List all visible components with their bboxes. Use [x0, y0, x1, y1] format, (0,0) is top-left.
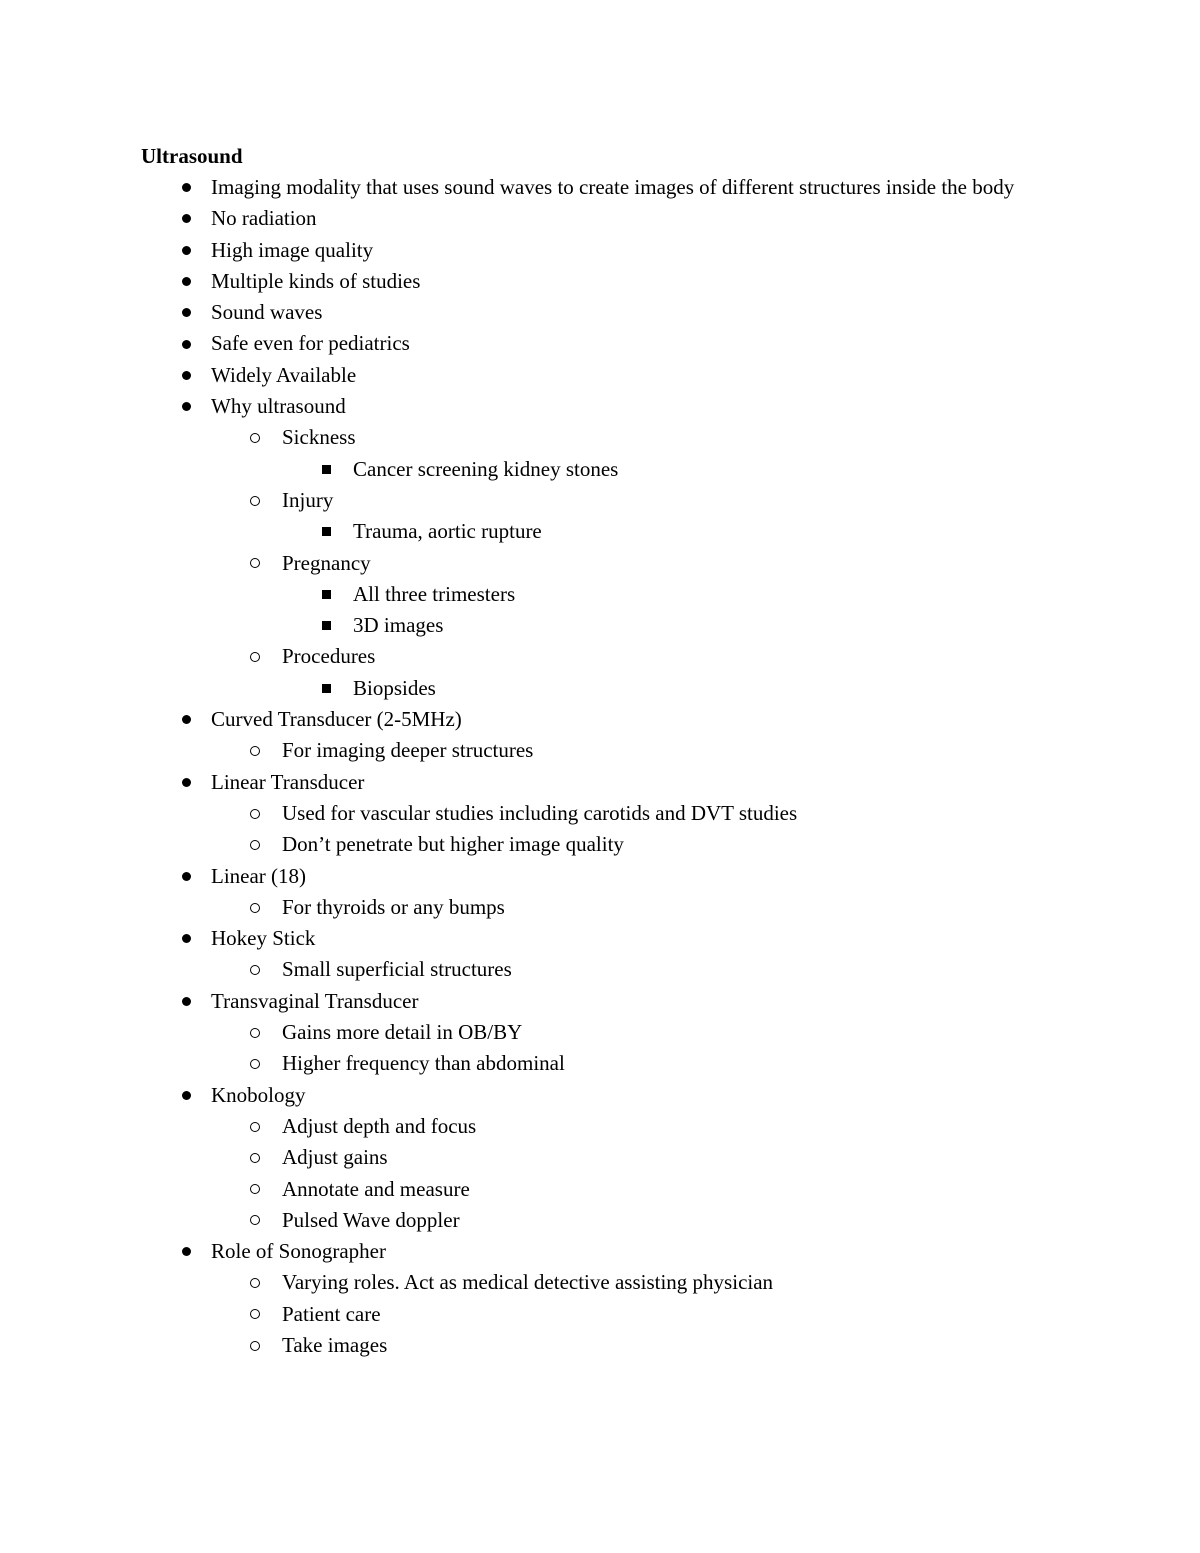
bullet-dot-icon	[176, 704, 196, 735]
list-item-text: Biopsides	[353, 675, 436, 700]
list-item	[0, 203, 1071, 234]
list-item	[0, 1267, 1072, 1298]
list-item	[0, 235, 1071, 266]
list-item	[0, 610, 1073, 641]
document-title: Ultrasound	[141, 144, 243, 168]
bullet-circle-icon	[245, 954, 265, 985]
list-item-text: Sound waves	[211, 300, 323, 325]
list-item	[0, 1330, 1072, 1361]
bullet-circle-icon	[245, 1330, 265, 1361]
bullet-dot-icon	[176, 235, 196, 266]
list-item-text: Injury	[282, 487, 334, 512]
list-item-text: No radiation	[211, 206, 317, 231]
bullet-circle-icon	[245, 422, 265, 453]
list-item	[0, 704, 1071, 735]
list-item	[0, 548, 1072, 579]
list-item-text: Used for vascular studies including carotids and DVT studies	[282, 800, 798, 825]
list-item	[0, 485, 1072, 516]
bullet-circle-icon	[245, 641, 265, 672]
bullet-square-icon	[316, 579, 336, 610]
list-item-text: Gains more detail in OB/BY	[282, 1020, 523, 1045]
list-item	[0, 360, 1071, 391]
bullet-square-icon	[316, 454, 336, 485]
list-item-text: For imaging deeper structures	[282, 738, 534, 763]
bullet-circle-icon	[245, 1174, 265, 1205]
bullet-dot-icon	[176, 203, 196, 234]
list-item	[0, 516, 1073, 547]
list-item	[0, 579, 1073, 610]
list-item	[0, 1080, 1071, 1111]
list-item	[0, 986, 1071, 1017]
bullet-circle-icon	[245, 735, 265, 766]
list-item-text: Procedures	[282, 644, 376, 669]
bullet-circle-icon	[245, 1017, 265, 1048]
list-item	[0, 266, 1071, 297]
list-item	[0, 172, 1071, 203]
bullet-dot-icon	[176, 986, 196, 1017]
list-item	[0, 1111, 1072, 1142]
list-item-text: Curved Transducer (2-5MHz)	[211, 707, 462, 732]
list-item-text: Adjust gains	[282, 1145, 388, 1170]
list-item-text: Adjust depth and focus	[282, 1113, 477, 1138]
list-item	[0, 422, 1072, 453]
list-item-text: Linear Transducer	[211, 769, 365, 794]
bullet-dot-icon	[176, 1080, 196, 1111]
bullet-circle-icon	[245, 1048, 265, 1079]
list-item	[0, 861, 1071, 892]
list-item-text: Varying roles. Act as medical detective assisting physician	[282, 1270, 774, 1295]
list-item-text: All three trimesters	[353, 581, 516, 606]
bullet-dot-icon	[176, 861, 196, 892]
list-item-text: Higher frequency than abdominal	[282, 1051, 565, 1076]
bullet-dot-icon	[176, 297, 196, 328]
bullet-square-icon	[316, 516, 336, 547]
list-item-text: Safe even for pediatrics	[211, 331, 410, 356]
bullet-circle-icon	[245, 1299, 265, 1330]
list-item	[0, 328, 1071, 359]
list-item-text: Role of Sonographer	[211, 1239, 386, 1264]
list-item-text: Sickness	[282, 425, 356, 450]
list-item-text: Take images	[282, 1332, 388, 1357]
list-item-text: Knobology	[211, 1082, 306, 1107]
list-item	[0, 735, 1072, 766]
list-item-text: Patient care	[282, 1301, 381, 1326]
bullet-dot-icon	[176, 767, 196, 798]
bullet-dot-icon	[176, 923, 196, 954]
list-item	[0, 829, 1072, 860]
list-item	[0, 454, 1073, 485]
list-item-text: Linear (18)	[211, 863, 307, 888]
bullet-circle-icon	[245, 1111, 265, 1142]
list-item-text: Hokey Stick	[211, 926, 316, 951]
list-item	[0, 1017, 1072, 1048]
bullet-square-icon	[316, 673, 336, 704]
list-item-text: Multiple kinds of studies	[211, 268, 421, 293]
bullet-circle-icon	[245, 892, 265, 923]
list-item-text: Transvaginal Transducer	[211, 988, 419, 1013]
bullet-dot-icon	[176, 391, 196, 422]
list-item	[0, 1205, 1072, 1236]
list-item	[0, 892, 1072, 923]
list-item	[0, 391, 1071, 422]
bullet-circle-icon	[245, 1267, 265, 1298]
list-item	[0, 673, 1073, 704]
bullet-circle-icon	[245, 485, 265, 516]
bullet-dot-icon	[176, 360, 196, 391]
list-item-text: Pulsed Wave doppler	[282, 1207, 460, 1232]
bullet-dot-icon	[176, 328, 196, 359]
bullet-circle-icon	[245, 798, 265, 829]
list-item-text: For thyroids or any bumps	[282, 894, 505, 919]
bullet-circle-icon	[245, 1205, 265, 1236]
list-item-text: Widely Available	[211, 362, 357, 387]
list-item-text: Pregnancy	[282, 550, 371, 575]
list-item-text: 3D images	[353, 613, 444, 638]
list-item	[0, 1174, 1072, 1205]
list-item-text: Why ultrasound	[211, 394, 346, 419]
bullet-dot-icon	[176, 172, 196, 203]
list-item	[0, 1048, 1072, 1079]
list-item-text: Trauma, aortic rupture	[353, 519, 542, 544]
bullet-circle-icon	[245, 1142, 265, 1173]
list-item-text: Don’t penetrate but higher image quality	[282, 832, 624, 857]
list-item-text: Cancer screening kidney stones	[353, 456, 619, 481]
bullet-square-icon	[316, 610, 336, 641]
list-item	[0, 1236, 1071, 1267]
bullet-dot-icon	[176, 1236, 196, 1267]
list-item-text: High image quality	[211, 237, 374, 262]
list-item	[0, 923, 1071, 954]
list-item	[0, 1142, 1072, 1173]
bullet-circle-icon	[245, 548, 265, 579]
list-item	[0, 641, 1072, 672]
bullet-dot-icon	[176, 266, 196, 297]
bullet-list	[0, 172, 1200, 1361]
list-item-text: Imaging modality that uses sound waves to create images of different structures inside the body	[211, 175, 1015, 199]
list-item	[0, 954, 1072, 985]
list-item	[0, 767, 1071, 798]
list-item	[0, 1299, 1072, 1330]
list-item	[0, 798, 1072, 829]
bullet-circle-icon	[245, 829, 265, 860]
list-item-text: Small superficial structures	[282, 957, 512, 982]
list-item	[0, 297, 1071, 328]
list-item-text: Annotate and measure	[282, 1176, 470, 1201]
